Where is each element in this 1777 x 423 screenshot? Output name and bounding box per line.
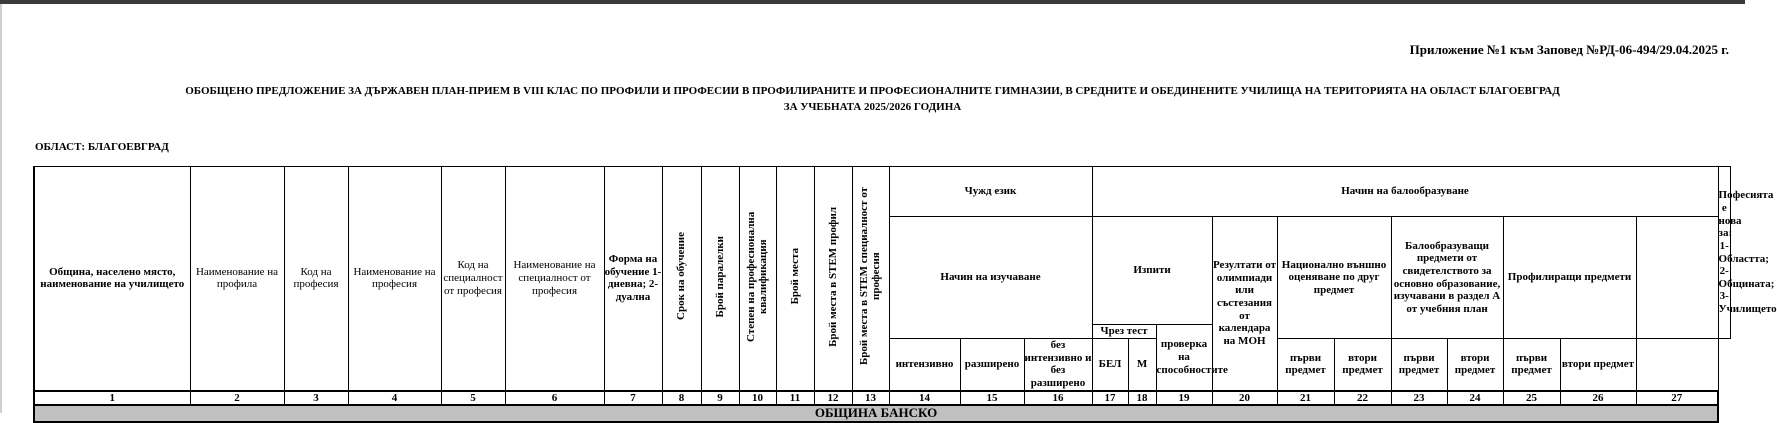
header-profession-name: Наименование на професия: [348, 167, 441, 391]
plan-table: [33, 166, 1777, 423]
header-scoring-method: Начин на балообразуване: [1092, 167, 1718, 217]
column-number: 14: [889, 391, 960, 406]
region-label: ОБЛАСТ: БЛАГОЕВГРАД: [35, 141, 169, 153]
column-number: 15: [960, 391, 1024, 406]
header-training-form: Форма на обучение 1-дневна; 2-дуална: [604, 167, 662, 391]
column-number: 4: [348, 391, 441, 406]
header-nvo-other: Национално външно оценяване по друг предмет: [1277, 217, 1391, 339]
header-certificate-subjects: Балообразуващи предмети от свидетелството за основно образование, изучавани в раздел А от учебния план: [1391, 217, 1503, 339]
header-no-intensive: без интензивно и без разширено: [1024, 339, 1092, 389]
header-extended: разширено: [960, 339, 1024, 391]
column-number: 17: [1092, 391, 1128, 406]
column-number: 21: [1277, 391, 1334, 406]
header-foreign-language: Чужд език: [889, 167, 1092, 217]
column-number: 26: [1560, 391, 1636, 406]
header-bel: БЕЛ: [1092, 339, 1128, 391]
column-number: 10: [739, 391, 776, 406]
header-cert-first: първи предмет: [1391, 339, 1447, 391]
header-intensive: интензивно: [889, 339, 960, 391]
column-number: 11: [776, 391, 814, 406]
header-nvo-first: първи предмет: [1277, 339, 1334, 391]
header-aptitude-test: проверка на способностите: [1156, 325, 1212, 391]
header-stem-specialty-places: Брой места в STEM специалност от професия: [852, 167, 889, 391]
column-numbers-row: [34, 391, 1731, 406]
header-study-method: Начин на изучаване: [889, 217, 1092, 339]
header-specialty-name: Наименование на специалност от професия: [505, 167, 604, 391]
column-number: 5: [441, 391, 505, 406]
document-title: ОБОБЩЕНО ПРЕДЛОЖЕНИЕ ЗА ДЪРЖАВЕН ПЛАН-ПРИЕМ В VIII КЛАС ПО ПРОФИЛИ И ПРОФЕСИИ В ПРОФИЛИРАНИТЕ И ПРОФЕСИОНАЛНИТЕ ГИМНАЗИИ, В СРЕДНИТЕ И ОБЕДИНЕНИТЕ УЧИЛИЩА НА ТЕРИТОРИЯТА НА ОБЛАСТ БЛАГОЕВГРАД: [185, 85, 1560, 97]
column-number: 19: [1156, 391, 1212, 406]
column-number: 7: [604, 391, 662, 406]
header-via-test: Чрез тест: [1092, 325, 1156, 339]
column-number: 27: [1636, 391, 1718, 406]
column-number: 8: [662, 391, 701, 406]
municipality-row: ОБЩИНА БАНСКО: [34, 405, 1718, 422]
header-exams: Изпити: [1092, 217, 1212, 325]
column-number: 24: [1447, 391, 1503, 406]
header-places: Брой места: [776, 167, 814, 391]
header-math: М: [1128, 339, 1156, 391]
column-number: 6: [505, 391, 604, 406]
column-number: 22: [1334, 391, 1391, 406]
column-number: 13: [852, 391, 889, 406]
column-number: 3: [284, 391, 348, 406]
header-profiling-subjects: Профилиращи предмети: [1503, 217, 1636, 339]
column-number: 25: [1503, 391, 1560, 406]
window-top-bar: [0, 0, 1745, 4]
column-number: 18: [1128, 391, 1156, 406]
header-nvo-second: втори предмет: [1334, 339, 1391, 391]
column-number: 12: [814, 391, 852, 406]
header-school: Община, населено място, наименование на училището: [34, 167, 190, 391]
header-olympiad-results: Резултати от олимпиади или състезания от календара на МОН: [1212, 217, 1277, 391]
header-specialty-code: Код на специалност от професия: [441, 167, 505, 391]
header-training-period: Срок на обучение: [662, 167, 701, 391]
column-number: 9: [701, 391, 739, 406]
page-left-edge: [0, 4, 2, 413]
header-stem-profile-places: Брой места в STEM профил: [814, 167, 852, 391]
header-new-profession-blank: [1636, 339, 1718, 391]
header-profile-name: Наименование на профила: [190, 167, 284, 391]
annex-reference: Приложение №1 към Заповед №РД-06-494/29.04.2025 г.: [1409, 42, 1729, 57]
column-number: 2: [190, 391, 284, 406]
header-profiling-second: втори предмет: [1560, 339, 1636, 391]
header-cert-second: втори предмет: [1447, 339, 1503, 391]
document-subtitle: ЗА УЧЕБНАТА 2025/2026 ГОДИНА: [783, 101, 962, 113]
column-number: 1: [34, 391, 190, 406]
header-profiling-first: първи предмет: [1503, 339, 1560, 391]
column-number: 20: [1212, 391, 1277, 406]
column-number: 23: [1391, 391, 1447, 406]
header-qualification-degree: Степен на професионална квалификация: [739, 167, 776, 391]
header-classes-count: Брой паралелки: [701, 167, 739, 391]
header-profession-code: Код на професия: [284, 167, 348, 391]
column-number: 16: [1024, 391, 1092, 406]
header-new-profession: Пофесията е нова за: 1- Областта; 2-Общината; 3-Училището: [1718, 167, 1730, 339]
